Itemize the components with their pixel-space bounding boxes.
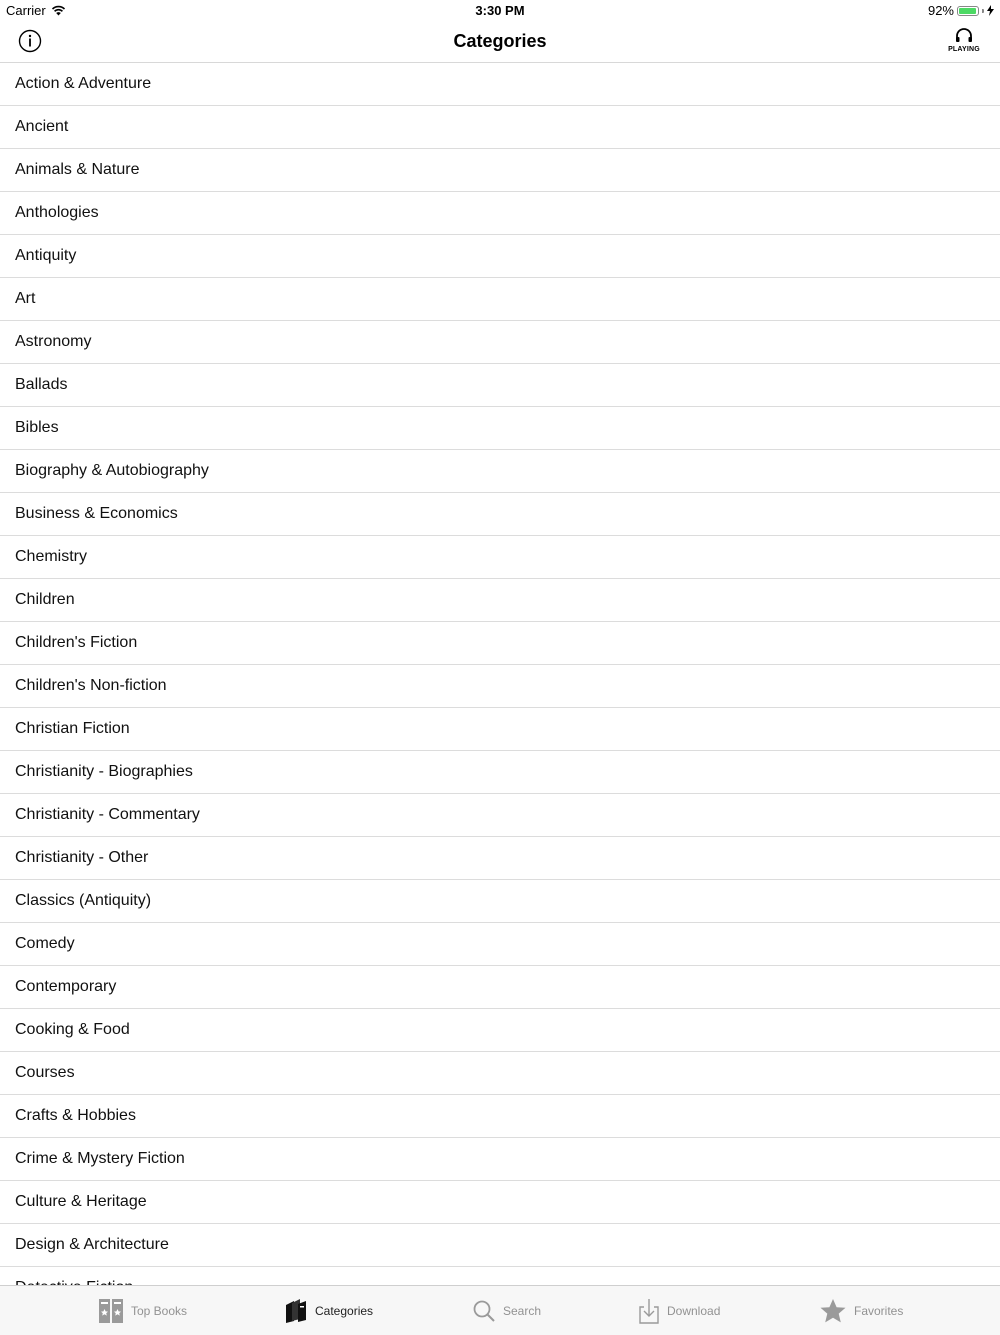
tab-label-categories: Categories (315, 1303, 374, 1318)
category-label: Children's Non-fiction (15, 677, 167, 694)
category-row[interactable] (0, 321, 1000, 364)
category-row[interactable] (0, 622, 1000, 665)
category-row[interactable] (0, 1224, 1000, 1267)
category-label: Christianity - Biographies (15, 763, 193, 780)
tab-label-top-books: Top Books (131, 1303, 188, 1318)
category-row[interactable] (0, 192, 1000, 235)
navigation-bar (0, 20, 1000, 63)
now-playing-button[interactable] (940, 27, 988, 57)
category-row[interactable] (0, 837, 1000, 880)
category-label: Crafts & Hobbies (15, 1107, 136, 1124)
tab-top-books[interactable] (98, 1286, 187, 1335)
category-label: Contemporary (15, 978, 117, 995)
category-row[interactable] (0, 751, 1000, 794)
category-label: Classics (Antiquity) (15, 892, 152, 909)
category-row[interactable] (0, 149, 1000, 192)
status-bar (0, 0, 1000, 20)
category-label: Design & Architecture (15, 1236, 169, 1253)
category-row[interactable] (0, 1009, 1000, 1052)
category-label: Christianity - Other (15, 849, 149, 866)
category-label: Business & Economics (15, 505, 178, 522)
playing-label: PLAYING (948, 46, 980, 53)
top-books-icon (98, 1298, 124, 1324)
category-label: Ballads (15, 376, 68, 393)
category-label: Anthologies (15, 204, 99, 221)
carrier-label: Carrier (6, 3, 46, 18)
battery-icon (957, 6, 979, 16)
category-row[interactable] (0, 536, 1000, 579)
category-label: Culture & Heritage (15, 1193, 147, 1210)
tab-label-favorites: Favorites (854, 1303, 904, 1318)
category-row[interactable] (0, 1181, 1000, 1224)
category-row[interactable] (0, 1052, 1000, 1095)
category-label: Art (15, 290, 36, 307)
tab-search[interactable] (472, 1286, 541, 1335)
category-row[interactable] (0, 450, 1000, 493)
tab-categories[interactable] (284, 1286, 373, 1335)
category-label: Animals & Nature (15, 161, 140, 178)
category-label: Action & Adventure (15, 75, 152, 92)
category-row[interactable] (0, 665, 1000, 708)
category-label: Bibles (15, 419, 59, 436)
page-title: Categories (453, 31, 547, 51)
category-label: Biography & Autobiography (15, 462, 209, 479)
category-row[interactable] (0, 966, 1000, 1009)
category-row[interactable] (0, 278, 1000, 321)
battery-info (928, 3, 994, 18)
category-row[interactable] (0, 880, 1000, 923)
tab-label-search: Search (503, 1303, 542, 1318)
category-row[interactable] (0, 794, 1000, 837)
tab-download[interactable] (638, 1286, 720, 1335)
category-label: Crime & Mystery Fiction (15, 1150, 185, 1167)
headphones-icon (954, 27, 974, 43)
categories-icon (284, 1298, 308, 1324)
category-label: Children's Fiction (15, 634, 138, 651)
category-label: Astronomy (15, 333, 92, 350)
tab-bar (0, 1285, 1000, 1335)
category-label: Children (15, 591, 75, 608)
tab-favorites[interactable] (819, 1286, 903, 1335)
category-label: Comedy (15, 935, 75, 952)
category-label: Antiquity (15, 247, 77, 264)
category-label: Courses (15, 1064, 75, 1081)
category-row[interactable] (0, 708, 1000, 751)
category-row[interactable] (0, 106, 1000, 149)
category-row[interactable] (0, 923, 1000, 966)
category-label: Christianity - Commentary (15, 806, 200, 823)
category-row[interactable] (0, 579, 1000, 622)
star-icon (819, 1298, 847, 1324)
category-row[interactable] (0, 407, 1000, 450)
category-row[interactable] (0, 235, 1000, 278)
category-row[interactable] (0, 1138, 1000, 1181)
category-label: Ancient (15, 118, 69, 135)
charging-bolt-icon (987, 5, 994, 16)
tab-label-download: Download (667, 1303, 721, 1318)
category-label: Chemistry (15, 548, 88, 565)
category-row[interactable] (0, 493, 1000, 536)
status-time: 3:30 PM (475, 3, 525, 18)
battery-percent: 92% (927, 3, 954, 18)
category-row[interactable] (0, 63, 1000, 106)
category-row[interactable] (0, 364, 1000, 407)
category-list[interactable] (0, 63, 1000, 1285)
download-icon (638, 1298, 660, 1324)
category-row[interactable] (0, 1095, 1000, 1138)
category-label: Cooking & Food (15, 1021, 130, 1038)
search-icon (472, 1299, 496, 1323)
category-label: Christian Fiction (15, 720, 130, 737)
